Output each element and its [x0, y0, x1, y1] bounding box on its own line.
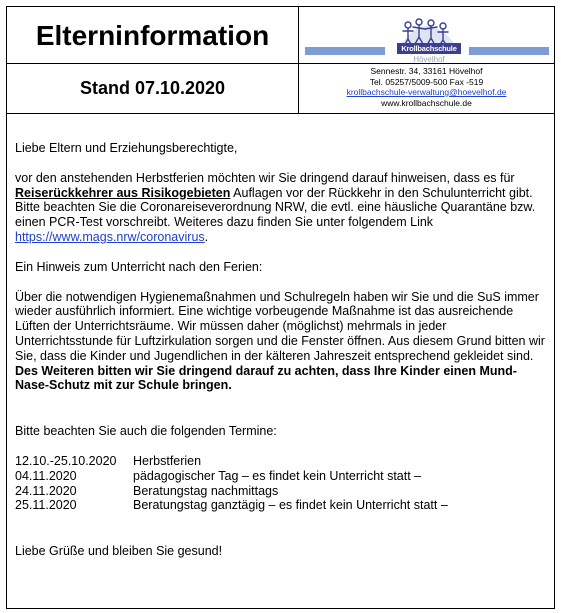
- lesson-note-heading: Ein Hinweis zum Unterricht nach den Ferien:: [15, 259, 263, 274]
- event-cell: Beratungstag nachmittags: [133, 483, 279, 498]
- contact-address: Sennestr. 34, 33161 Hövelhof: [370, 66, 483, 76]
- logo-bar-right: [469, 47, 549, 55]
- document-title: Elterninformation: [35, 20, 270, 51]
- date-stand: Stand 07.10.2020: [79, 77, 226, 98]
- travel-text-mid: Auflagen vor der Rückkehr in den Schulunterricht gibt. Bitte beachten Sie die Coronareiseverordnung NRW, die evtl. eine häusliche Quarantäne bzw. einen PCR-Test vorschreibt. Weiteres dazu finden Sie unter folgendem Link: [15, 185, 536, 230]
- dates-table: [15, 454, 545, 513]
- contact-email-link[interactable]: krollbachschule-verwaltung@hoevelhof.de: [346, 87, 507, 97]
- date-cell: 04.11.2020: [15, 468, 77, 483]
- header-divider: [6, 63, 555, 64]
- travel-paragraph: [15, 171, 545, 245]
- hygiene-paragraph: Über die notwendigen Hygienemaßnahmen und Schulregeln haben wir Sie und die SuS immer wieder ausführlich informiert. Eine wichtige vorbeugende Maßnahme ist das ausreichende Lüften der Unterrichtsräume. Wir müssen daher (möglichst) mehrmals in jeder Unterrichtsstunde für Luftzirkulation sorgen und die Fenster öffnen. Aus diesem Grund bitten wir Sie, dass die Kinder und Jugendlichen in der kälteren Jahreszeit entsprechend gekleidet sind.: [15, 289, 545, 363]
- header-bottom-border: [6, 113, 555, 114]
- logo-bar-left: [305, 47, 385, 55]
- school-logo: [299, 7, 554, 63]
- corona-link[interactable]: https://www.mags.nrw/coronavirus: [15, 229, 205, 244]
- date-cell: 12.10.-25.10.2020: [15, 453, 117, 468]
- contact-block: [299, 66, 554, 108]
- contact-website: www.krollbachschule.de: [381, 97, 472, 108]
- greeting: Liebe Eltern und Erziehungsberechtigte,: [15, 141, 238, 155]
- event-cell: Herbstferien: [133, 453, 202, 468]
- closing: Liebe Grüße und bleiben Sie gesund!: [15, 544, 223, 559]
- date-cell: 24.11.2020: [15, 483, 77, 498]
- logo-place-name: Hövelhof: [413, 55, 445, 64]
- dates-heading: Bitte beachten Sie auch die folgenden Termine:: [15, 424, 277, 439]
- travel-emphasis: Reiserückkehrer aus Risikogebieten: [15, 185, 231, 200]
- travel-text-start: vor den anstehenden Herbstferien möchten wir Sie dringend darauf hinweisen, dass es für: [15, 170, 515, 185]
- contact-phone: Tel. 05257/5009-500 Fax -519: [369, 76, 484, 87]
- travel-text-end: .: [204, 229, 209, 244]
- event-cell: Beratungstag ganztägig – es findet kein Unterricht statt –: [133, 498, 448, 513]
- letter-body: [15, 141, 545, 559]
- mask-notice: Des Weiteren bitten wir Sie dringend darauf zu achten, dass Ihre Kinder einen Mund-Nase-Schutz mit zur Schule bringen.: [15, 363, 517, 393]
- event-cell: pädagogischer Tag – es findet kein Unterricht statt –: [133, 468, 422, 483]
- date-cell: 25.11.2020: [15, 498, 77, 513]
- logo-school-name: Krollbachschule: [397, 43, 461, 54]
